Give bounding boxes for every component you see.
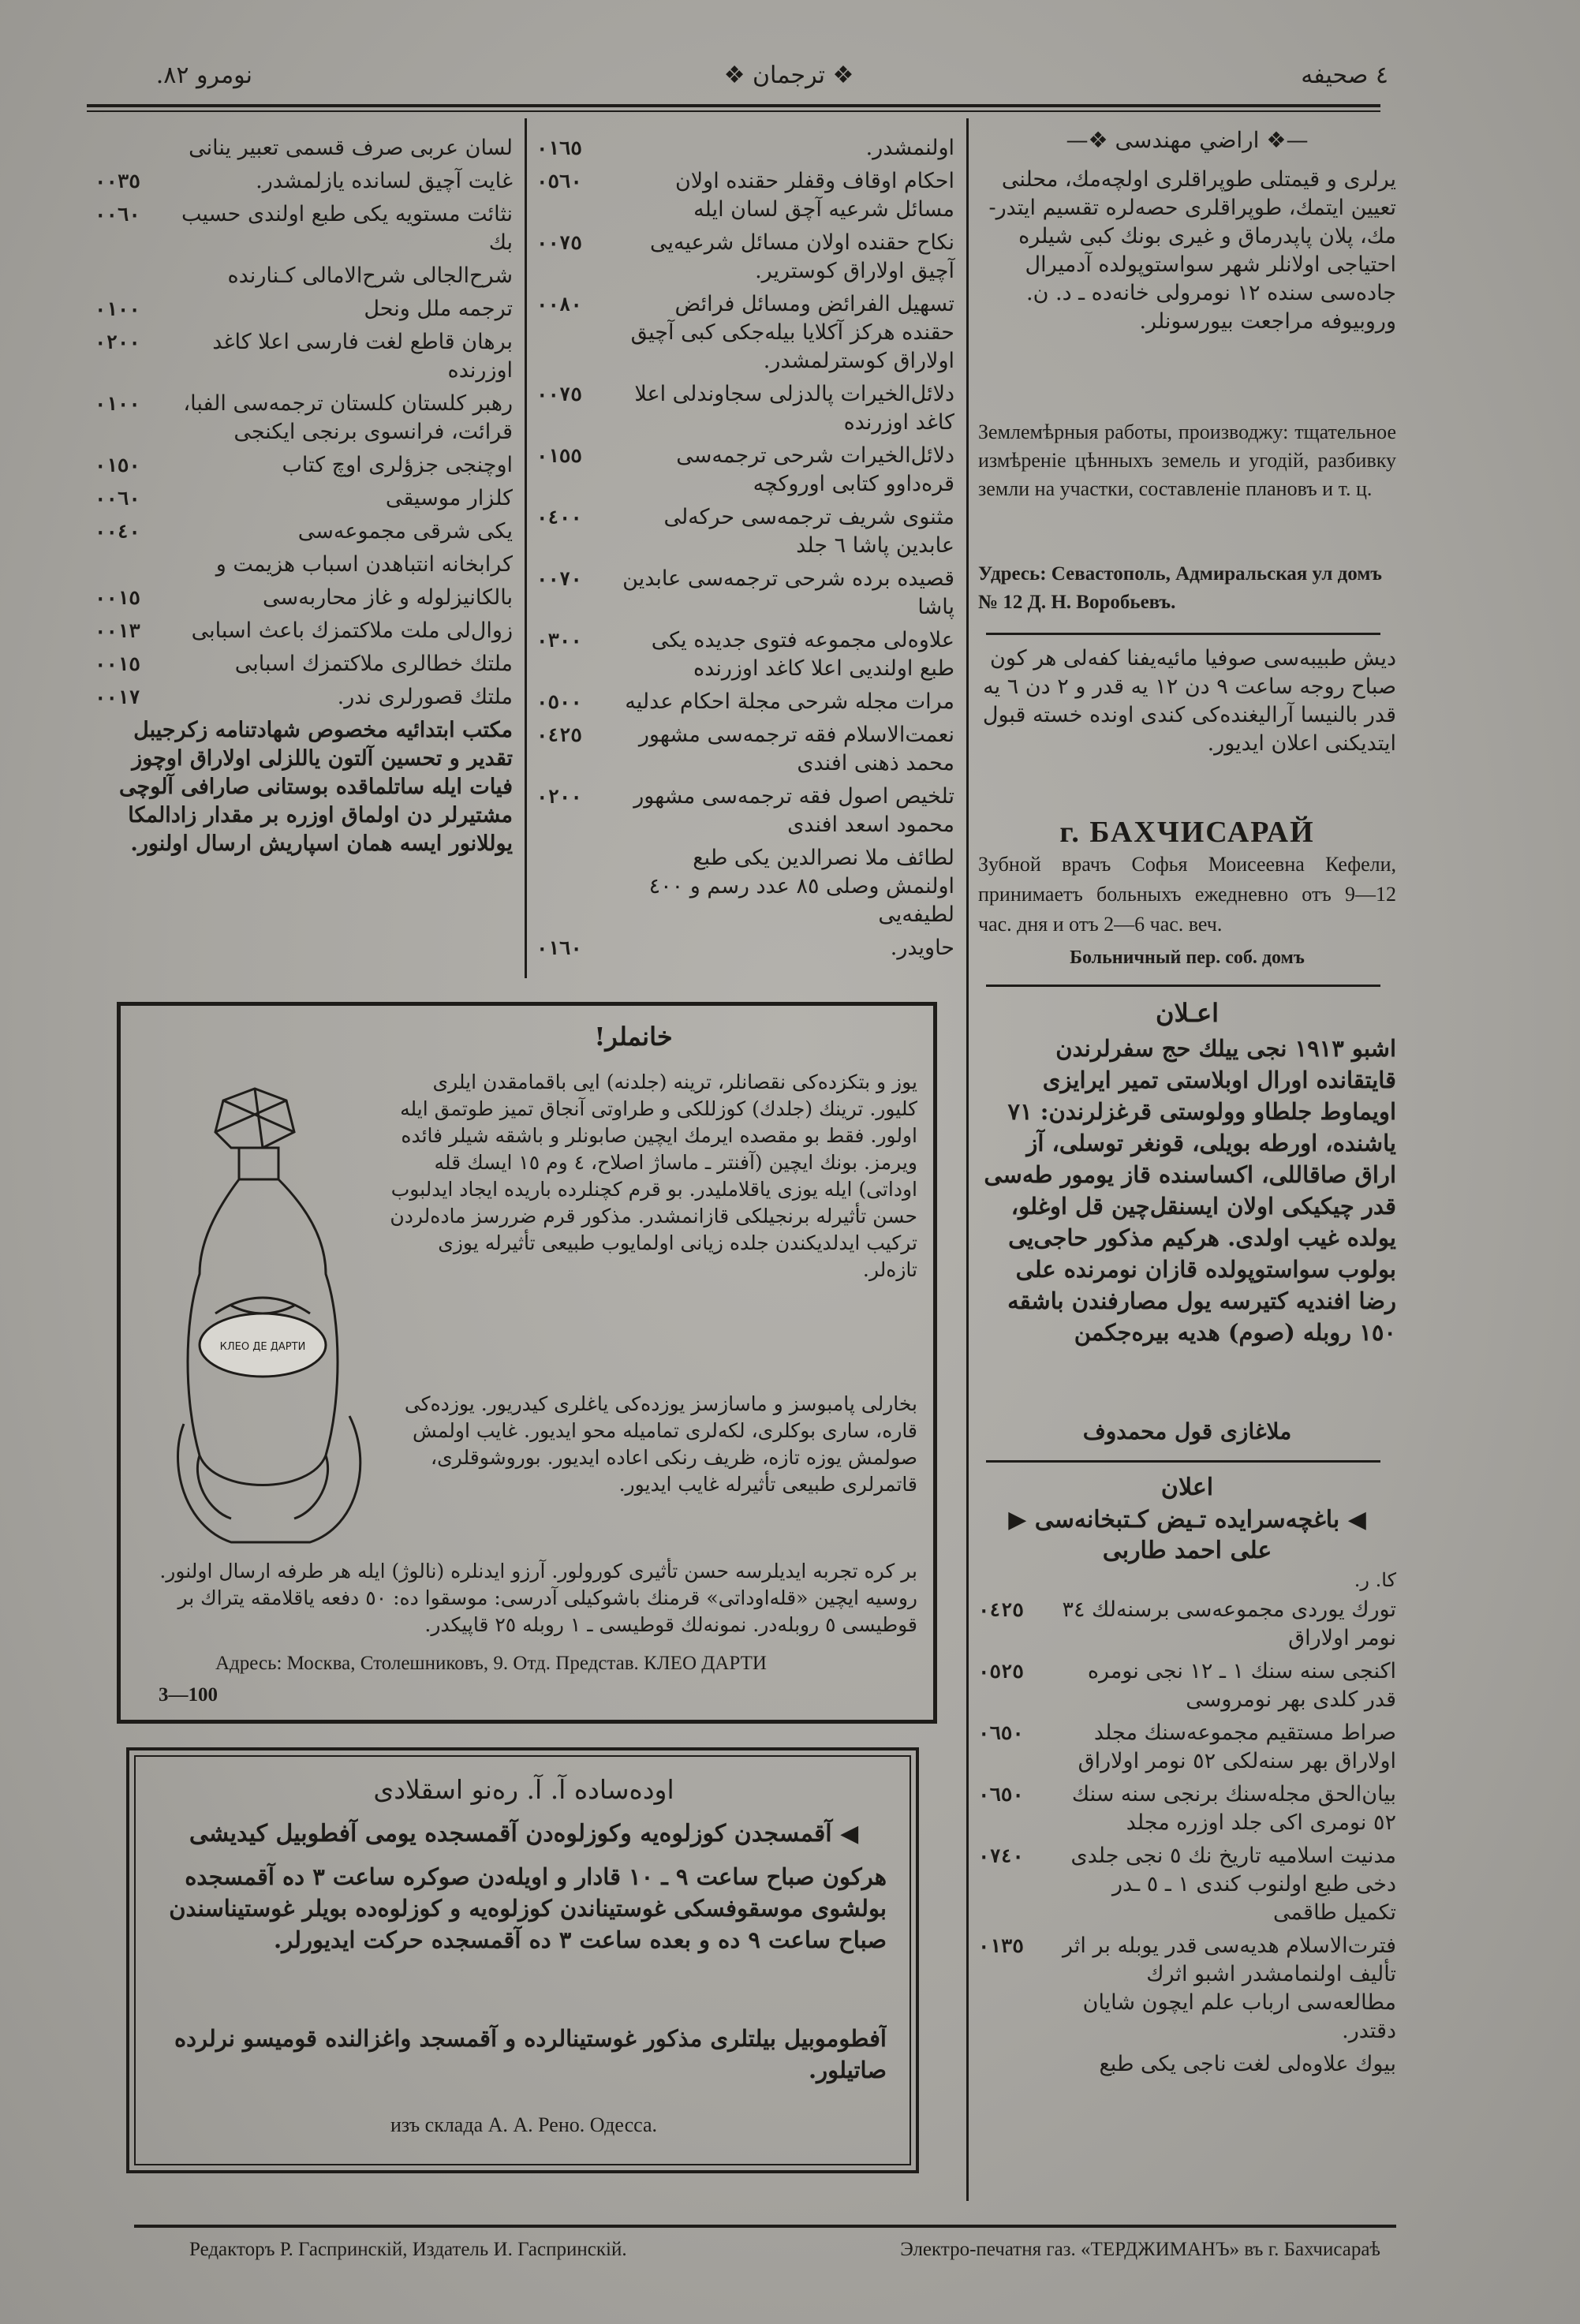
left-list-item [95, 484, 513, 513]
entry-text: علاوه‌لی مجموعه فتوی جديده يكی طبع اولنديی اعلا كاغد اوزرنده [651, 628, 954, 681]
left-list-item [95, 167, 513, 196]
entry-text: برهان قاطع لغت فارسی اعلا كاغد اوزرنده [212, 330, 513, 383]
pointer-icon: ◀ [1339, 1506, 1366, 1534]
right-column [978, 126, 1396, 2083]
price-code: ٠٤٠٠ [536, 506, 582, 529]
middle-column-list [536, 134, 954, 967]
middle-list-item [536, 783, 954, 839]
car-ad-heading: اوده‌ساده آ. آ. ره‌نو اسقلادی [373, 1774, 674, 1805]
ornament-icon: —❖ [1259, 127, 1309, 153]
entry-text: دلائل‌الخيرات شرحی ترجمه‌سی قره‌داوو كتابی اوروكچه [676, 443, 954, 496]
price-code: ٠١٣٥ [978, 1935, 1024, 1957]
price-code: ٠٠٤٠ [95, 521, 140, 543]
entry-text: دلائل‌الخيرات پالدزلی سجاوندلی اعلا كاغد اوزرنده [634, 382, 954, 435]
announcement-body: اشبو ١٩١٣ نجی ييلك حج سفرلرندن قايتقانده اورال اوبلاستی تمير ايرايزی اويماوط جلطاو وولوستی قرغزلرندن: ٧١ ياشنده، اورطه بويلی، قونغر توسلی، آز اراق صاقاللی، اكساسنده قاز يومور طه‌سی قدر چيكيكی اولان ايسنقل‌چين قل اوغلو، يولده غيب اولدی. هركيم مذكور حاجی‌يی بولوب سواستوپولده قازان نومرنده علی رضا افنديه كتيرسه يول مصارفندن باشقه ١٥٠ روبله (صوم) هديه بيره‌جكمن [984, 1035, 1396, 1346]
price-code: ٠٠٦٠ [95, 204, 140, 226]
price-code: ٠٦٥٠ [978, 1722, 1024, 1744]
price-code: ٠٥٢٥ [978, 1661, 1024, 1683]
price-code: ٠٠١٥ [95, 653, 140, 675]
entry-text: اولنمشدر. [865, 136, 954, 160]
price-code [978, 2050, 1049, 2079]
dentist-ad-city: г. БАХЧИСАРАЙ [1059, 816, 1315, 849]
entry-text: لطائف ملا نصرالدين يكی طبع اولنمش وصلی ٨٥ عدد رسم و ٤٠٠ لطيفه‌يی [648, 846, 954, 927]
library-list-item [978, 1932, 1396, 2046]
library-list [978, 1596, 1396, 2079]
header-rule [87, 104, 1380, 107]
page-number-label: ٤ صحيفه [1301, 62, 1388, 89]
entry-text: كرابخانه انتباهدن اسباب هزيمت و [215, 552, 513, 577]
library-ad-heading: اعلان [1160, 1474, 1214, 1501]
library-list-item [978, 1596, 1396, 1653]
footer-rule [134, 2225, 1396, 2228]
price-code: ٠٤٢٥ [978, 1599, 1024, 1621]
cream-ad-body-3: بر كره تجربه ايديلرسه حسن تأثيری كورولور. آرزو ايدنلره (نالوژ) ايله هر طرفه ارسال اولنور. روسيه ايچين «قله‌اوداتی» قرمنك باشوكيلی آدرسی: موسقوا ده: ٥٠ دفعه ياقلامقه يتراك بر قوطيسی ٥ روبله‌در. نمونه‌لك قوطيسی ـ ١ روبله ٢٥ قاپيكدر. [159, 1560, 917, 1636]
left-list-item [95, 262, 513, 290]
middle-list-item [536, 503, 954, 560]
middle-list-item [536, 565, 954, 622]
left-list-item [95, 683, 513, 712]
middle-list-item [536, 229, 954, 286]
entry-text: ملتك خطالری ملاكتمزك اسبابی [234, 652, 513, 676]
entry-text: ملتك قصورلری ندر. [337, 685, 513, 709]
price-code: ٠٥٦٠ [536, 170, 582, 192]
car-ad-ru-footer: изъ склада А. А. Рено. Одесса. [390, 2113, 658, 2136]
paper-name-text: ترجمان [753, 62, 825, 89]
left-list-item [95, 551, 513, 579]
pointer-icon: ▶ [1008, 1506, 1035, 1534]
left-list-item [95, 650, 513, 678]
price-code: ٠٠٨٠ [536, 293, 582, 316]
engineer-ad-heading-text: اراضي مهندسی [1115, 127, 1260, 153]
left-list-item [95, 134, 513, 163]
entry-text: نعمت‌الاسلام فقه ترجمه‌سی مشهور محمد ذهنی افندی [638, 723, 954, 775]
car-ad-route [153, 1820, 895, 1848]
ornament-icon: ❖— [1066, 127, 1115, 153]
price-code: ٠٣٠٠ [536, 630, 582, 652]
left-list-item [95, 617, 513, 645]
announcement-heading: اعـلان [1156, 998, 1219, 1028]
left-column [95, 134, 513, 914]
cream-ad-serial: 3—100 [159, 1684, 218, 1706]
entry-text: بيوك علاوه‌لی لغت ناجی يكی طبع [1099, 2052, 1396, 2076]
middle-list-item [536, 688, 954, 716]
price-code: ٠٠٧٥ [536, 232, 582, 254]
price-code: ٠٦٥٠ [978, 1784, 1024, 1806]
entry-text: يكی شرقی مجموعه‌سی [297, 519, 513, 544]
footer-printer: Электро-печатня газ. «ТЕРДЖИМАНЪ» въ г. Бахчисараѣ [900, 2239, 1380, 2260]
entry-text: رهبر كلستان كلستان ترجمه‌سی الفبا، قرائت، فرانسوی برنجی ايكنجی [183, 391, 513, 444]
middle-list-item [536, 167, 954, 224]
library-ad-units: كا. ر. [1354, 1569, 1396, 1591]
entry-text: ترجمه ملل ونحل [364, 297, 513, 321]
price-code: ٠٠٦٠ [95, 488, 140, 510]
entry-text: مدنيت اسلاميه تاريخ نك ٥ نجی جلدی دخی طبع اولنوب كندی ١ ـ ٥ ـدر تكميل طاقمی [1070, 1844, 1396, 1925]
entry-text: لسان عربی صرف قسمی تعبير ينانی [189, 136, 513, 160]
price-code: ٠١٦٥ [536, 137, 582, 159]
price-code: ٠٠١٥ [95, 587, 140, 609]
entry-text: بالكانيزلوله و غاز محاربه‌سی [263, 585, 513, 610]
middle-list-item [536, 134, 954, 163]
entry-text: حاويدر. [890, 936, 954, 960]
dentist-ad-ru-address: Больничный пер. соб. домъ [1070, 947, 1305, 968]
entry-text: نثائت مستويه يكی طبع اولندی حسيب بك [181, 202, 513, 255]
price-code: ٠٧٤٠ [978, 1845, 1024, 1867]
price-code: ٠٠٣٥ [95, 170, 140, 192]
library-list-item [978, 1780, 1396, 1837]
middle-list-item [536, 721, 954, 778]
pointer-icon: ◀ [831, 1820, 859, 1848]
entry-text: زوال‌لی ملت ملاكتمزك باعث اسبابی [191, 618, 513, 643]
engineer-ad-ru-body: Землемѣрныя работы, производжу: тщательное измѣреніе цѣнныхъ земель и угодій, разбивку земли на участки, составленіе плановъ и т. ц. [978, 420, 1396, 500]
entry-text: صراط مستقيم مجموعه‌سنك مجلد اولاراق بهر سنه‌لكی ٥٢ نومر اولاراق [1078, 1721, 1396, 1773]
entry-text: غايت آچيق لسانده يازلمشدر. [256, 169, 513, 193]
library-list-item [978, 2050, 1396, 2079]
bottle-label: КЛЕО ДЕ ДАРТИ [219, 1341, 306, 1353]
separator [986, 985, 1380, 987]
dentist-ad-body: ديش طبيبه‌سی صوفيا مائيه‌يفنا كفه‌لی هر كون صباح روجه ساعت ٩ دن ١٢ يه قدر و ٢ دن ٦ يه قدر بالنيسا آراليغنده‌كی كندی اونده خسته قبول ايتديكنی اعلان ايديور. [982, 646, 1396, 756]
footer-editor: Редакторъ Р. Гаспринскій, Издатель И. Гаспринскій. [189, 2239, 627, 2260]
cream-ad-title: خانملر! [594, 1022, 673, 1052]
entry-text: تسهيل الفرائض ومسائل فرائض حقنده هركز آكلايا بيله‌جكی كبی آچيق اولاراق كوسترلمشدر. [630, 292, 954, 373]
car-ad-body: هركون صباح ساعت ٩ ـ ١٠ قادار و اويله‌دن صوكره ساعت ٣ ده آقمسجده بولشوی موسقوفسكی غوستيناندن كوزلوه‌يه و كوزلوه‌ده بويلر غوستيناسندن صباح ساعت ٩ ده و بعده ساعت ٣ ده آقمسجده حركت ايديورلر. [169, 1863, 887, 1953]
price-code: ٠٠١٣ [95, 620, 140, 642]
header-rule-thin [87, 110, 1380, 112]
entry-text: بيان‌الحق مجله‌سنك برنجی سنه سنك ٥٢ نومری اكی جلد اوزره مجلد [1071, 1782, 1396, 1835]
price-code [95, 551, 166, 579]
price-code: ٠٤٢٥ [536, 724, 582, 746]
engineer-ad-body: يرلری و قيمتلی طوپراقلری اولچه‌مك، محلنی تعيين ايتمك، طوپراقلری حصه‌لره تقسيم ايتدر- مك، پلان پاپدرماق و غيری بونك كبی شيلره احتياجی اولانلر شهر سواستوپولده آدميرال جاده‌سی سنده ١٢ نومرولی خانه‌ده ـ د. ن. وروبيوفه مراجعت بيورسونلر. [988, 167, 1396, 334]
price-code [536, 844, 607, 929]
perfume-bottle-illustration [136, 1085, 389, 1550]
car-ad-route-text: آقمسجدن كوزلوه‌يه وكوزلوه‌دن آقمسجده يومی آفطوبيل كيديشی [189, 1820, 832, 1848]
price-code [95, 262, 166, 290]
cream-ad-ru-address: Адресь: Москва, Столешниковъ, 9. Отд. Представ. КЛЕО ДАРТИ [215, 1653, 767, 1674]
left-list-item [95, 451, 513, 480]
price-code [95, 134, 166, 163]
library-ad-title [978, 1506, 1396, 1534]
entry-text: نكاح حقنده اولان مسائل شرعيه‌يی آچيق اولاراق كوسترير. [649, 230, 954, 283]
entry-text: كلزار موسيقی [385, 486, 513, 510]
price-code: ٠٥٠٠ [536, 691, 582, 713]
entry-text: تورك يوردی مجموعه‌سی برسنه‌لك ٣٤ نومر اولاراق [1062, 1597, 1396, 1650]
car-ad-body-2: آفطوموبيل بيلتلری مذكور غوستينالرده و آقمسجد واغزالنده قوميسو نرلرده صاتيلور. [174, 2025, 887, 2083]
entry-text: اوچنجی جزؤلری اوچ كتاب [282, 453, 513, 477]
middle-list-item [536, 380, 954, 437]
middle-list-item [536, 844, 954, 929]
price-code: ٠١٠٠ [95, 393, 140, 415]
entry-text: قصيده برده شرحی ترجمه‌سی عابدين پاشا [622, 566, 954, 619]
engineer-ad-ru-address: Удресь: Севастополь, Адмиральская ул домъ № 12 Д. Н. Воробьевъ. [978, 563, 1382, 613]
paper-name [678, 62, 899, 89]
price-code: ٠١٦٠ [536, 937, 582, 959]
price-code: ٠١٥٠ [95, 454, 140, 476]
left-column-list [95, 134, 513, 712]
left-list-item [95, 584, 513, 612]
separator [986, 1460, 1380, 1463]
middle-list-item [536, 626, 954, 683]
middle-list-item [536, 442, 954, 499]
entry-text: فترت‌الاسلام هديه‌سی قدر يوبله بر اثر تأليف اولنمامشدر اشبو اثرك مطالعه‌سی ارباب علم ايچون شايان دقتدر. [1063, 1934, 1396, 2043]
price-code: ٠٢٠٠ [536, 786, 582, 808]
column-divider-right [966, 118, 969, 2201]
library-list-item [978, 1842, 1396, 1927]
entry-text: شرح‌الجالی شرح‌الامالی كـنارنده [227, 263, 513, 288]
column-divider-left [525, 118, 527, 978]
library-list-item [978, 1719, 1396, 1776]
cream-ad-body-2: بخارلی پامبوسز و ماسازسز يوزده‌كی ياغلری كيدريور. يوزده‌كی قاره، ساری بوكلری، لكه‌لری تماميله محو ايديور. غايب اولمش صولمش يوزه تازه، ظريف رنكی اعاده ايديور. بوروشوقلری، قاتمرلری طبيعی تأثيرله غايب ايديور. [404, 1392, 917, 1496]
car-ad-box [126, 1747, 919, 2173]
announcement-signature: ملاغازی قول محمدوف [1082, 1418, 1292, 1444]
middle-list-item [536, 290, 954, 376]
left-column-note: مكتب ابتدائيه مخصوص شهادتنامه زكرجيبل تقدير و تحسين آلتون ياللزلی اولاراق اوچوز فيات ايله ساتلماقده بوستانی صارافی آلوچی مشتيرلر دن اولماق اوزره بر مقدار زادالمكا يوللانور ايسه همان اسپاريش ارسال اولنور. [119, 718, 513, 856]
dentist-ad-ru-body: Зубной врачъ Софья Моисеевна Кефели, принимаетъ больныхъ ежедневно отъ 9—12 час. дня и отъ 2—6 час. веч. [978, 853, 1396, 936]
cream-ad-body: يوز و بتكزده‌كی نقصانلر، ترينه (جلدنه) ايی باقمامقدن ايلری كليور. ترينك (جلدك) كوزللكی و طراوتی آنجاق تميز طوتمق ايله اولور. فقط بو مقصده ايرمك ايچين صابونلر و باشقه شيلر فائده ويرمز. بونك ايچين (آفنتر ـ ماساژ اصلاح، ٤ وم ١٥ ايسك قله اوداتی) ايله يوزی ياقلامليدر. بو قرم كچنلرده باريده ايجاد ايدلبوب حسن تأثيرله برنجيلكی قازانمشدر. مذكور قرم ضررسز ماده‌لردن تركيب ايدلديكندن جلده زيانی اولمايوب طبيعی تأثيرله يوزی تازه‌لر. [390, 1070, 917, 1281]
entry-text: مثنوی شريف ترجمه‌سی حركه‌لی عابدين پاشا ٦ جلد [663, 505, 954, 558]
entry-text: اكنجی سنه سنك ١ ـ ١٢ نجی نومره قدر كلدی بهر نومروسی [1087, 1659, 1396, 1712]
engineer-ad-heading [978, 126, 1396, 155]
left-list-item [95, 200, 513, 257]
separator [986, 633, 1380, 635]
price-code: ٠٠٧٥ [536, 383, 582, 405]
issue-number-label: نومرو ٨٢. [155, 62, 252, 89]
price-code: ٠١٠٠ [95, 298, 140, 320]
ornament-right-icon: ❖ [832, 62, 854, 89]
library-ad-owner: علی احمد طاربی [1102, 1537, 1272, 1564]
left-list-item [95, 390, 513, 446]
left-list-item [95, 517, 513, 546]
ornament-left-icon: ❖ [723, 62, 745, 89]
price-code: ٠١٥٥ [536, 445, 582, 467]
entry-text: تلخيص اصول فقه ترجمه‌سی مشهور محمود اسعد افندی [633, 784, 954, 837]
entry-text: مرات مجله شرحی مجلة احكام عدليه [625, 689, 954, 714]
left-list-item [95, 295, 513, 323]
library-list-item [978, 1657, 1396, 1714]
price-code: ٠٢٠٠ [95, 331, 140, 353]
cream-ad-box [117, 1002, 937, 1724]
entry-text: احكام اوقاف وقفلر حقنده اولان مسائل شرعيه آچق لسان ايله [674, 169, 954, 222]
price-code: ٠٠٧٠ [536, 568, 582, 590]
library-ad-title-text: باغچه‌سرايده تـيض كـتبخانه‌سی [1034, 1506, 1340, 1534]
left-list-item [95, 328, 513, 385]
middle-list-item [536, 934, 954, 962]
price-code: ٠٠١٧ [95, 686, 140, 708]
